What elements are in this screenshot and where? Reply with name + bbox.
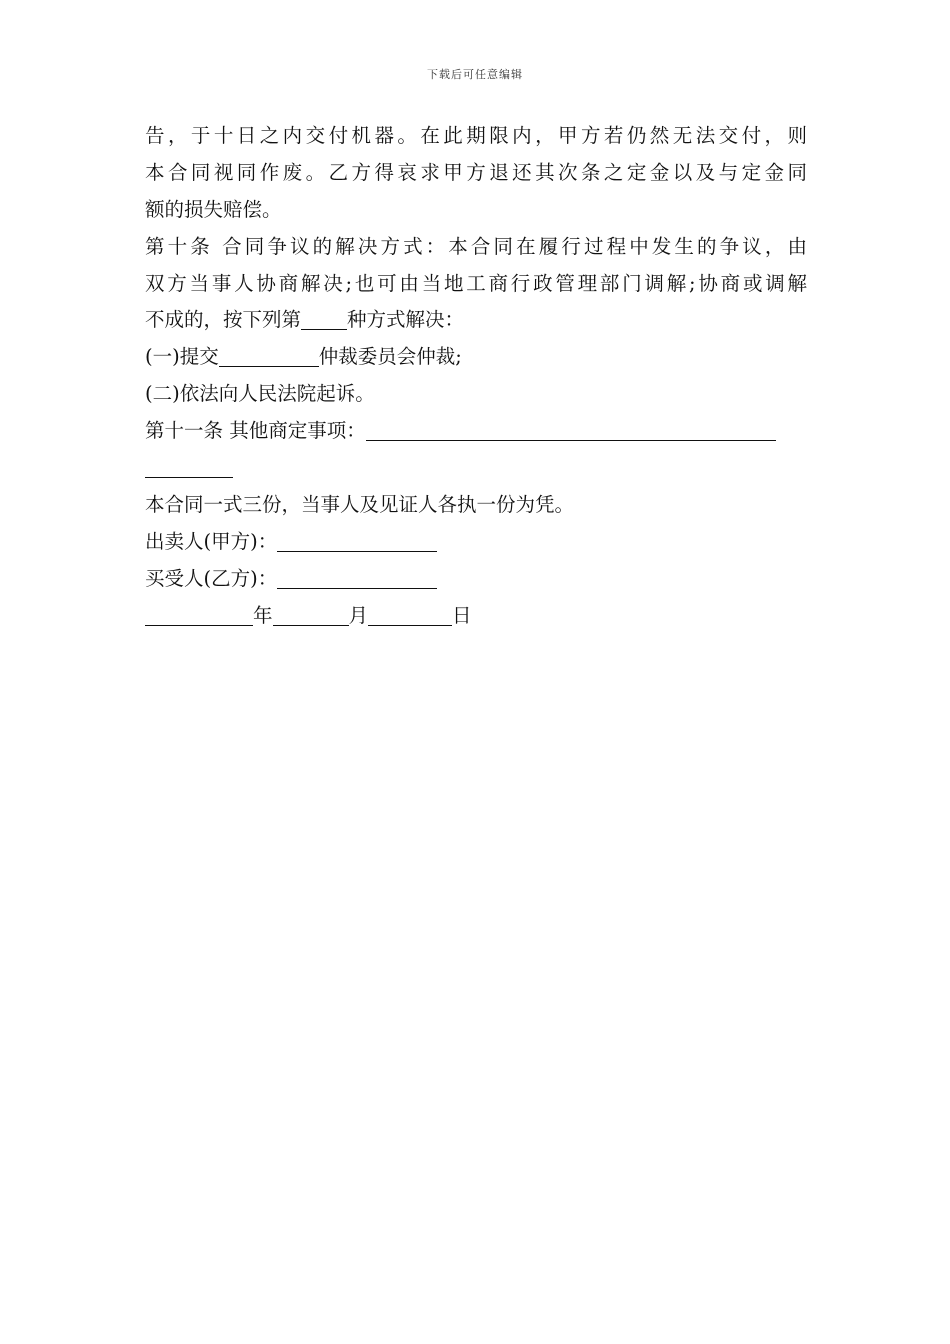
article-11-line	[145, 413, 807, 450]
resolution-method-blank[interactable]	[301, 307, 347, 330]
year-label: 年	[253, 603, 273, 627]
document-body	[145, 118, 807, 634]
year-blank[interactable]	[145, 603, 253, 626]
option-1-suffix: 仲裁委员会仲裁;	[318, 345, 462, 369]
delivery-paragraph-line-1: 告，于十日之内交付机器。在此期限内，甲方若仍然无法交付，则	[145, 124, 807, 147]
buyer-signature-blank[interactable]	[277, 566, 437, 589]
option-1-prefix: (一)提交	[145, 345, 219, 369]
other-matters-blank[interactable]	[366, 418, 776, 441]
month-blank[interactable]	[273, 603, 349, 626]
date-line	[145, 598, 807, 635]
article-10-line-3	[145, 302, 807, 339]
seller-line	[145, 524, 807, 561]
article-11-continuation-line	[145, 450, 807, 487]
delivery-paragraph-line-3: 额的损失赔偿。	[145, 197, 282, 221]
article-11-label: 第十一条 其他商定事项：	[145, 419, 366, 443]
buyer-label: 买受人(乙方)：	[145, 566, 278, 590]
page-header: 下载后可任意编辑	[427, 68, 523, 81]
option-1-line	[145, 339, 807, 376]
delivery-paragraph-line-2: 本合同视同作废。乙方得哀求甲方退还其次条之定金以及与定金同	[145, 160, 807, 184]
article-10-line-3-suffix: 种方式解决：	[347, 308, 465, 332]
article-10-line-3-prefix: 不成的，按下列第	[145, 308, 302, 332]
option-2-line: (二)依法向人民法院起诉。	[145, 382, 375, 406]
arbitration-committee-blank[interactable]	[219, 344, 319, 367]
day-blank[interactable]	[368, 603, 452, 626]
seller-label: 出卖人(甲方)：	[145, 529, 278, 553]
day-label: 日	[452, 603, 472, 627]
buyer-line	[145, 561, 807, 598]
article-10-line-2: 双方当事人协商解决;也可由当地工商行政管理部门调解;协商或调解	[145, 271, 807, 295]
copies-line: 本合同一式三份，当事人及见证人各执一份为凭。	[145, 492, 575, 516]
month-label: 月	[348, 603, 369, 627]
article-10-line-1: 第十条 合同争议的解决方式：本合同在履行过程中发生的争议，由	[145, 234, 807, 258]
other-matters-blank-continued[interactable]	[145, 455, 233, 478]
seller-signature-blank[interactable]	[277, 529, 437, 552]
